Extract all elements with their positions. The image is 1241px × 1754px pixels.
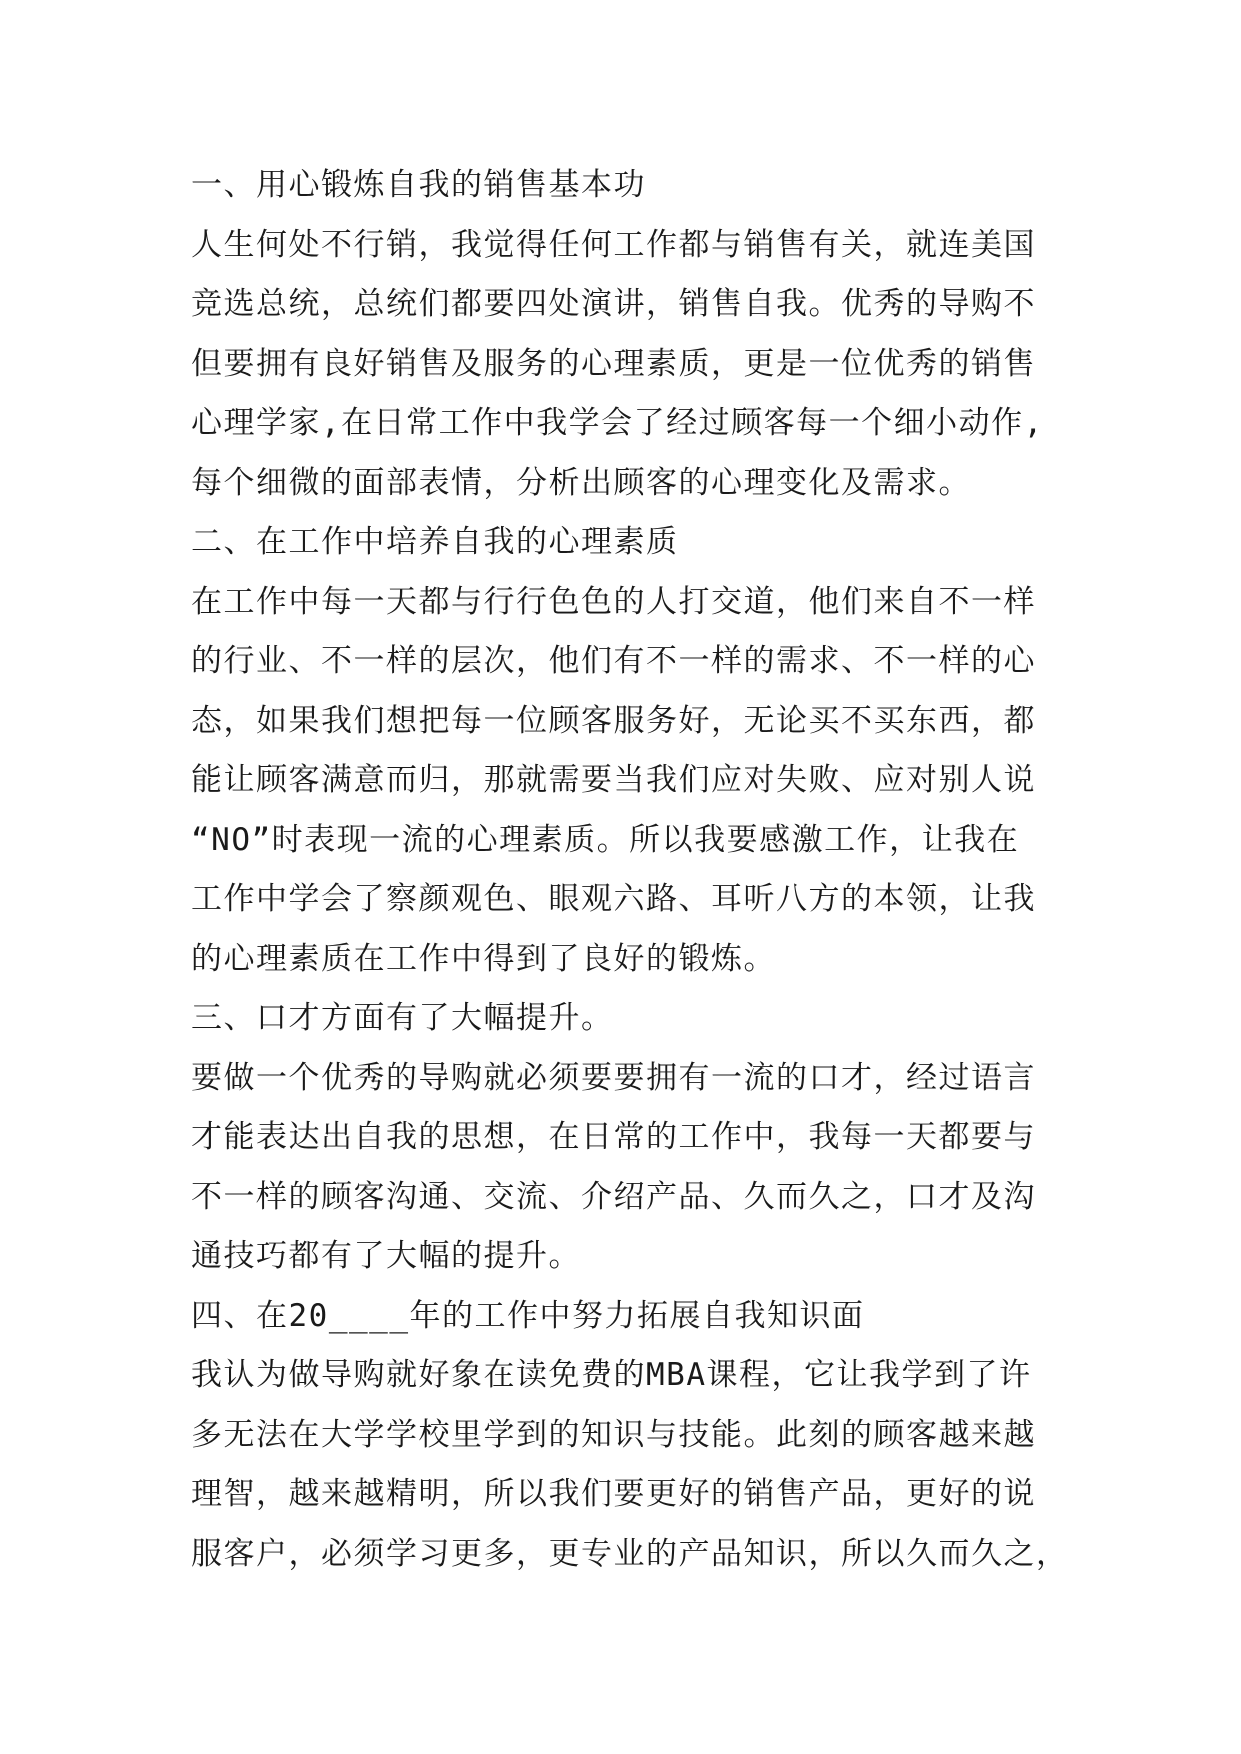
paragraph-line: 态，如果我们想把每一位顾客服务好，无论买不买东西，都	[191, 702, 1036, 739]
section-heading-4: 四、在20____年的工作中努力拓展自我知识面	[191, 1297, 865, 1334]
paragraph-line: 通技巧都有了大幅的提升。	[191, 1238, 581, 1274]
paragraph-line: 在工作中每一天都与行行色色的人打交道，他们来自不一样	[191, 583, 1036, 620]
paragraph-line: 的心理素质在工作中得到了良好的锻炼。	[191, 940, 776, 977]
document-body	[191, 156, 1069, 1584]
paragraph-line: 我认为做导购就好象在读免费的MBA课程，它让我学到了许	[191, 1357, 1032, 1393]
paragraph-line: “NO”时表现一流的心理素质。所以我要感激工作，让我在	[191, 821, 1020, 858]
section-heading-2: 二、在工作中培养自我的心理素质	[191, 524, 679, 560]
paragraph-line: 工作中学会了察颜观色、眼观六路、耳听八方的本领，让我	[191, 881, 1036, 917]
paragraph-line: 要做一个优秀的导购就必须要要拥有一流的口才，经过语言	[191, 1059, 1036, 1096]
paragraph-line: 心理学家,在日常工作中我学会了经过顾客每一个细小动作,	[191, 405, 1044, 441]
paragraph-line: 的行业、不一样的层次，他们有不一样的需求、不一样的心	[191, 643, 1036, 679]
paragraph-line: 服客户，必须学习更多，更专业的产品知识，所以久而久之，	[191, 1535, 1069, 1572]
paragraph-line: 竞选总统，总统们都要四处演讲，销售自我。优秀的导购不	[191, 286, 1036, 322]
paragraph-line: 但要拥有良好销售及服务的心理素质，更是一位优秀的销售	[191, 345, 1036, 382]
paragraph-line: 人生何处不行销，我觉得任何工作都与销售有关，就连美国	[191, 226, 1036, 263]
paragraph-line: 能让顾客满意而归，那就需要当我们应对失败、应对别人说	[191, 762, 1036, 798]
paragraph-line: 每个细微的面部表情，分析出顾客的心理变化及需求。	[191, 464, 971, 501]
paragraph-line: 理智，越来越精明，所以我们要更好的销售产品，更好的说	[191, 1476, 1036, 1512]
paragraph-line: 才能表达出自我的思想，在日常的工作中，我每一天都要与	[191, 1119, 1036, 1155]
section-heading-3: 三、口才方面有了大幅提升。	[191, 1000, 614, 1036]
paragraph-line: 不一样的顾客沟通、交流、介绍产品、久而久之，口才及沟	[191, 1178, 1036, 1215]
paragraph-line: 多无法在大学学校里学到的知识与技能。此刻的顾客越来越	[191, 1416, 1036, 1453]
section-heading-1: 一、用心锻炼自我的销售基本功	[191, 167, 646, 203]
